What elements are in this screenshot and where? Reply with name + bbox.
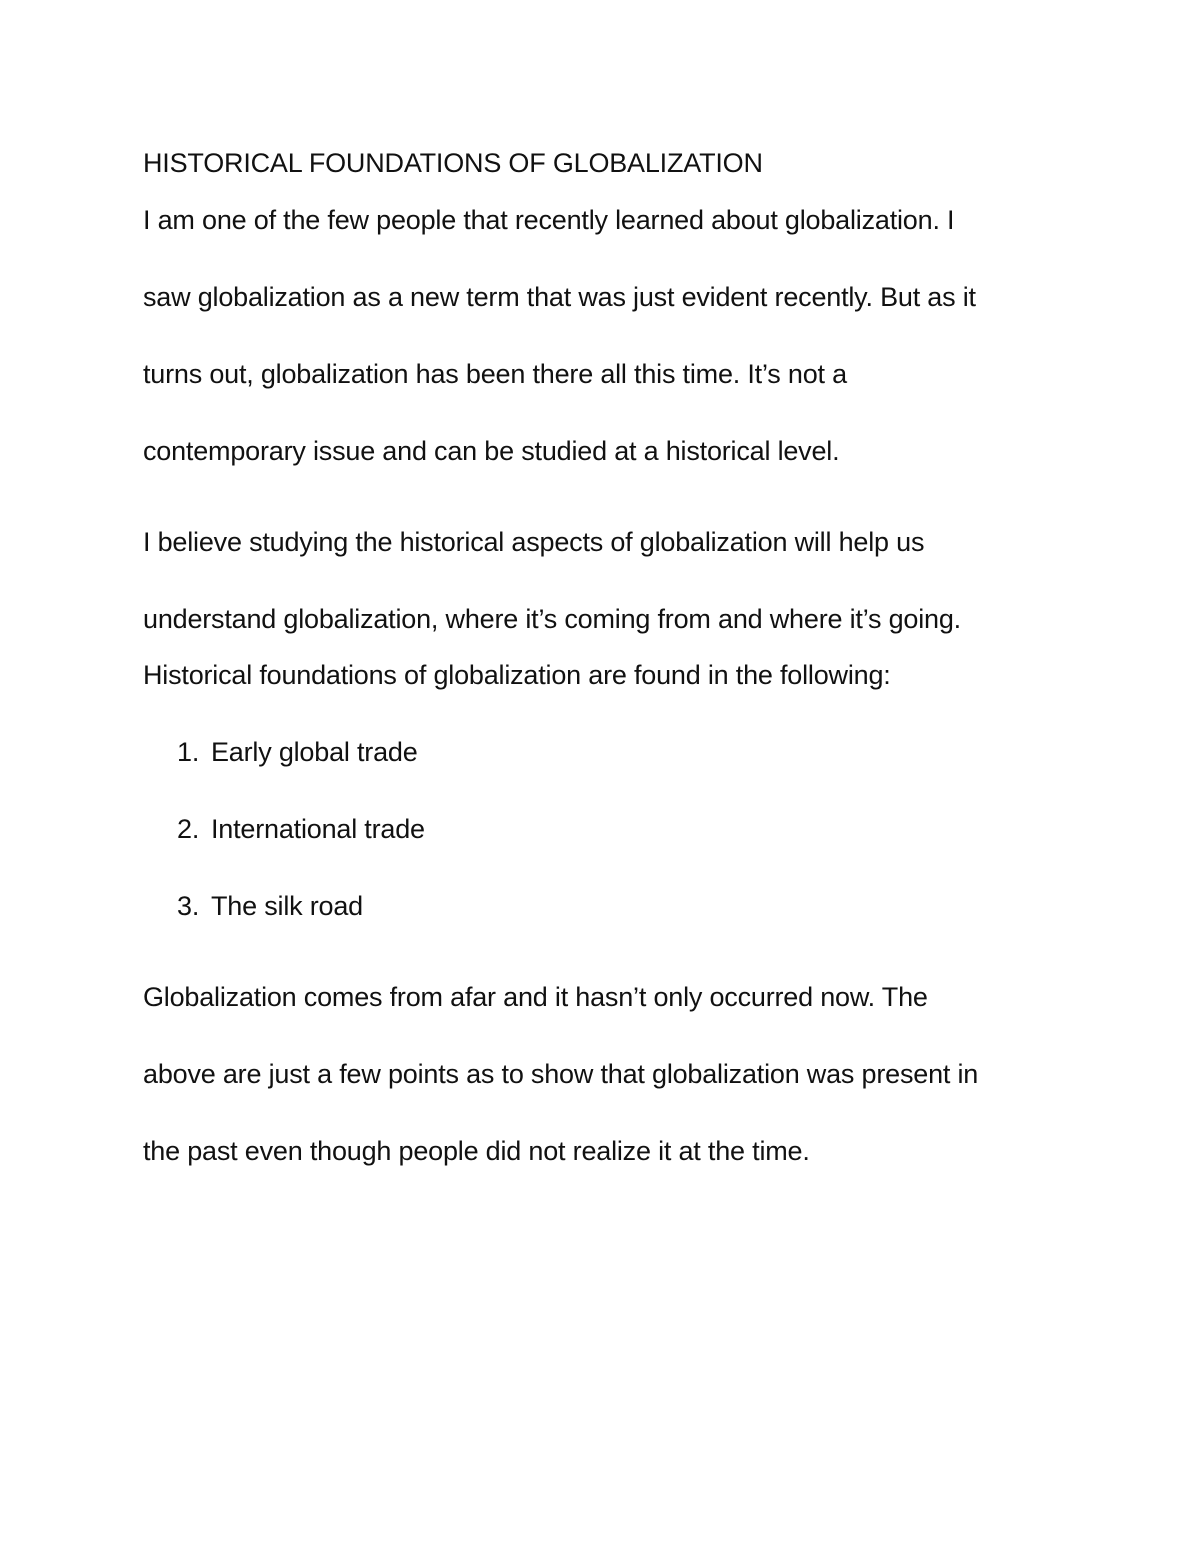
- paragraph-line: I am one of the few people that recently learned about globalization. I: [143, 205, 955, 235]
- foundations-list: [143, 732, 1073, 963]
- paragraph-line: contemporary issue and can be studied at a historical level.: [143, 436, 840, 466]
- paragraph-belief: [143, 504, 1073, 658]
- list-item-text: The silk road: [211, 891, 363, 921]
- paragraph-line: the past even though people did not realize it at the time.: [143, 1136, 810, 1166]
- list-item: [143, 732, 1073, 809]
- document-body: [143, 143, 1073, 1190]
- paragraph-list-intro: Historical foundations of globalization are found in the following:: [143, 660, 891, 690]
- paragraph-line: above are just a few points as to show that globalization was present in: [143, 1059, 979, 1089]
- list-item-number: 3.: [177, 891, 200, 921]
- list-item: [143, 809, 1073, 886]
- paragraph-intro: [143, 182, 1073, 490]
- document-title: HISTORICAL FOUNDATIONS OF GLOBALIZATION: [143, 148, 763, 178]
- list-item-text: Early global trade: [211, 737, 418, 767]
- paragraph-conclusion: [143, 959, 1073, 1190]
- paragraph-line: I believe studying the historical aspects of globalization will help us: [143, 527, 925, 557]
- paragraph-line: understand globalization, where it’s coming from and where it’s going.: [143, 604, 961, 634]
- paragraph-line: saw globalization as a new term that was just evident recently. But as it: [143, 282, 976, 312]
- list-item-text: International trade: [211, 814, 425, 844]
- list-item: [143, 886, 1073, 963]
- paragraph-line: turns out, globalization has been there all this time. It’s not a: [143, 359, 847, 389]
- list-item-number: 1.: [177, 737, 200, 767]
- list-item-number: 2.: [177, 814, 200, 844]
- paragraph-line: Globalization comes from afar and it hasn’t only occurred now. The: [143, 982, 928, 1012]
